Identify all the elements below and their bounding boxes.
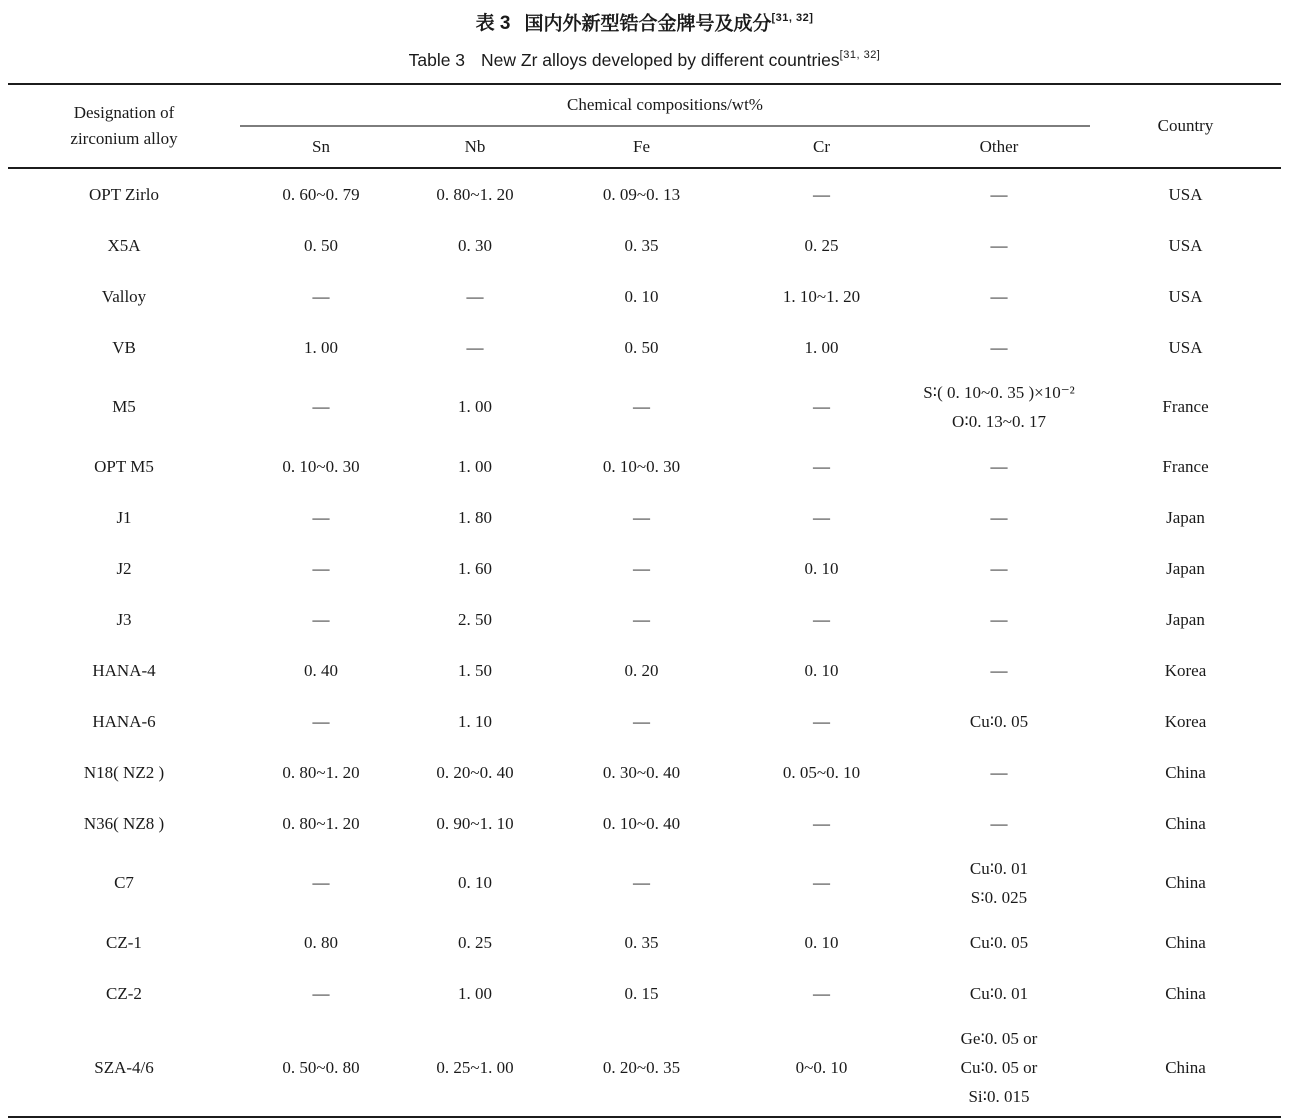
- cell-nb-value: 1. 00: [458, 456, 492, 476]
- cell-country-value: Korea: [1164, 660, 1207, 680]
- cell-sn-value: 0. 50~0. 80: [282, 1057, 360, 1077]
- other-composition-line: O∶0. 13~0. 17: [952, 412, 1046, 432]
- table-caption-en-label: Table 3: [408, 50, 466, 71]
- cell-sn-value: —: [312, 609, 330, 629]
- cell-alloy-name: N36( NZ8 ): [83, 813, 165, 833]
- cell-nb-value: 0. 80~1. 20: [436, 184, 514, 204]
- cell-sn-value: 0. 60~0. 79: [282, 184, 360, 204]
- cell-nb-value: 1. 50: [458, 660, 492, 680]
- other-composition-line: Cu∶0. 01: [969, 984, 1029, 1004]
- cell-sn-value: 0. 50: [304, 235, 338, 255]
- cell-fe-value: —: [633, 711, 650, 731]
- column-header-designation: [8, 84, 240, 168]
- table-row: [8, 543, 1281, 594]
- cell-cr-value: 0. 10: [804, 660, 839, 680]
- cell-sn-value: —: [312, 507, 330, 527]
- other-composition-line: Cu∶0. 05: [969, 933, 1029, 953]
- cell-nb-value: 0. 25~1. 00: [436, 1057, 514, 1077]
- table-row: [8, 220, 1281, 271]
- cell-alloy-name: J3: [116, 609, 132, 629]
- cell-fe-value: 0. 50: [624, 337, 659, 357]
- table-row: [8, 594, 1281, 645]
- other-composition-line: —: [990, 814, 1008, 834]
- cell-nb-value: 1. 80: [458, 507, 492, 527]
- cell-nb-value: 2. 50: [458, 609, 492, 629]
- other-composition-line: —: [990, 338, 1008, 358]
- cell-cr-value: —: [813, 456, 830, 476]
- cell-other-value: [908, 322, 1090, 373]
- cell-nb-value: —: [466, 286, 484, 306]
- table-row: [8, 373, 1281, 441]
- cell-nb-value: 0. 90~1. 10: [436, 813, 514, 833]
- document-page: [8, 0, 1281, 1118]
- cell-country-value: China: [1165, 983, 1206, 1003]
- cell-cr-value: 0. 05~0. 10: [782, 762, 861, 782]
- cell-nb-value: 1. 00: [458, 397, 492, 417]
- cell-nb-value: 0. 10: [458, 873, 492, 893]
- cell-sn-value: —: [312, 286, 330, 306]
- cell-cr-value: —: [813, 397, 830, 417]
- other-composition-line: —: [990, 287, 1008, 307]
- cell-cr-value: 0. 25: [804, 235, 839, 255]
- header-row-group: [8, 84, 1281, 126]
- cell-sn-value: 0. 80~1. 20: [282, 762, 360, 782]
- cell-cr-value: —: [813, 711, 830, 731]
- cell-sn-value: —: [312, 397, 330, 417]
- cell-other-value: [908, 968, 1090, 1019]
- table-row: [8, 798, 1281, 849]
- cell-country-value: USA: [1168, 235, 1203, 255]
- cell-other-value: [908, 594, 1090, 645]
- cell-fe-value: —: [633, 397, 650, 417]
- other-composition-line: Cu∶0. 05: [969, 712, 1029, 732]
- other-composition-line: Ge∶0. 05 or: [960, 1029, 1038, 1049]
- cell-fe-value: 0. 15: [624, 983, 659, 1003]
- table-caption-chinese: [8, 6, 1281, 37]
- cell-other-value: [908, 849, 1090, 917]
- table-caption-english: [8, 43, 1281, 73]
- cell-sn-value: —: [312, 983, 330, 1003]
- other-composition-line: —: [990, 559, 1008, 579]
- other-composition-line: —: [990, 763, 1008, 783]
- cell-alloy-name: SZA-4/6: [94, 1057, 154, 1077]
- cell-other-value: [908, 645, 1090, 696]
- table-row: [8, 1019, 1281, 1117]
- column-header-fe: Fe: [633, 137, 650, 157]
- cell-alloy-name: OPT M5: [94, 456, 154, 476]
- cell-sn-value: 0. 40: [304, 660, 338, 680]
- cell-fe-value: —: [633, 873, 650, 893]
- cell-nb-value: 1. 10: [458, 711, 492, 731]
- cell-cr-value: 1. 00: [804, 337, 839, 357]
- table-caption-en-title: New Zr alloys developed by different countries: [481, 50, 840, 71]
- other-composition-line: S∶0. 025: [970, 888, 1028, 908]
- cell-country-value: USA: [1168, 337, 1203, 357]
- cell-cr-value: 0. 10: [804, 558, 839, 578]
- cell-fe-value: 0. 35: [624, 932, 659, 952]
- cell-country-value: China: [1165, 762, 1206, 782]
- cell-other-value: [908, 373, 1090, 441]
- cell-nb-value: 0. 20~0. 40: [436, 762, 514, 782]
- cell-other-value: [908, 917, 1090, 968]
- cell-nb-value: 1. 60: [458, 558, 492, 578]
- table-row: [8, 849, 1281, 917]
- other-composition-line: Cu∶0. 01: [969, 859, 1029, 879]
- cell-cr-value: —: [813, 983, 830, 1003]
- cell-alloy-name: C7: [114, 873, 134, 893]
- cell-other-value: [908, 441, 1090, 492]
- cell-country-value: China: [1165, 813, 1206, 833]
- other-composition-line: —: [990, 610, 1008, 630]
- cell-alloy-name: CZ-2: [106, 983, 142, 1003]
- cell-nb-value: —: [466, 337, 484, 357]
- cell-country-value: France: [1162, 456, 1209, 476]
- column-header-other: Other: [979, 137, 1019, 157]
- cell-sn-value: 0. 80: [304, 932, 338, 952]
- other-composition-line: —: [990, 185, 1008, 205]
- cell-sn-value: —: [312, 873, 330, 893]
- cell-sn-value: —: [312, 558, 330, 578]
- table-row: [8, 747, 1281, 798]
- cell-alloy-name: CZ-1: [106, 932, 142, 952]
- other-composition-line: S∶( 0. 10~0. 35 )×10⁻²: [923, 383, 1075, 403]
- cell-nb-value: 0. 25: [458, 932, 492, 952]
- cell-fe-value: —: [633, 609, 650, 629]
- cell-alloy-name: OPT Zirlo: [88, 184, 160, 204]
- table-row: [8, 271, 1281, 322]
- cell-cr-value: —: [813, 507, 830, 527]
- cell-other-value: [908, 271, 1090, 322]
- cell-fe-value: 0. 20: [624, 660, 659, 680]
- cell-other-value: [908, 168, 1090, 220]
- cell-country-value: Korea: [1164, 711, 1207, 731]
- cell-alloy-name: VB: [112, 337, 136, 357]
- cell-cr-value: 1. 10~1. 20: [782, 286, 861, 306]
- cell-cr-value: —: [813, 609, 830, 629]
- cell-country-value: China: [1165, 1057, 1206, 1077]
- column-header-sn: Sn: [312, 137, 330, 157]
- table-header: [8, 84, 1281, 168]
- other-composition-line: —: [990, 661, 1008, 681]
- table-row: [8, 968, 1281, 1019]
- table-row: [8, 917, 1281, 968]
- cell-other-value: [908, 492, 1090, 543]
- table-row: [8, 441, 1281, 492]
- cell-sn-value: —: [312, 711, 330, 731]
- other-composition-line: —: [990, 457, 1008, 477]
- cell-country-value: USA: [1168, 286, 1203, 306]
- cell-fe-value: 0. 10~0. 40: [602, 813, 681, 833]
- cell-fe-value: —: [633, 507, 650, 527]
- other-composition-line: Cu∶0. 05 or: [960, 1058, 1038, 1078]
- cell-alloy-name: M5: [112, 397, 136, 417]
- cell-fe-value: 0. 10~0. 30: [602, 456, 681, 476]
- citation-ref: [31, 32]: [771, 12, 814, 24]
- cell-other-value: [908, 220, 1090, 271]
- cell-fe-value: 0. 30~0. 40: [602, 762, 681, 782]
- cell-country-value: France: [1162, 397, 1209, 417]
- cell-alloy-name: J2: [116, 558, 132, 578]
- table-body: [8, 168, 1281, 1117]
- cell-other-value: [908, 696, 1090, 747]
- table-row: [8, 492, 1281, 543]
- cell-cr-value: 0~0. 10: [795, 1057, 848, 1077]
- designation-line-1: Designation of: [73, 103, 175, 123]
- cell-other-value: [908, 798, 1090, 849]
- cell-fe-value: 0. 35: [624, 235, 659, 255]
- cell-other-value: [908, 747, 1090, 798]
- cell-country-value: USA: [1168, 184, 1203, 204]
- cell-nb-value: 1. 00: [458, 983, 492, 1003]
- table-caption-cn-label: 表 3: [475, 13, 511, 35]
- cell-alloy-name: J1: [116, 507, 132, 527]
- cell-alloy-name: Valloy: [101, 286, 147, 306]
- cell-other-value: [908, 1019, 1090, 1117]
- cell-sn-value: 1. 00: [304, 337, 338, 357]
- cell-alloy-name: X5A: [107, 235, 141, 255]
- cell-other-value: [908, 543, 1090, 594]
- cell-country-value: China: [1165, 873, 1206, 893]
- cell-cr-value: —: [813, 184, 830, 204]
- alloy-composition-table: [8, 83, 1281, 1118]
- column-group-chemical-compositions: Chemical compositions/wt%: [240, 84, 1090, 126]
- cell-cr-value: —: [813, 873, 830, 893]
- cell-cr-value: —: [813, 813, 830, 833]
- table-row: [8, 645, 1281, 696]
- cell-fe-value: 0. 09~0. 13: [602, 184, 681, 204]
- other-composition-line: Si∶0. 015: [968, 1087, 1030, 1107]
- table-row: [8, 168, 1281, 220]
- cell-alloy-name: HANA-6: [92, 711, 156, 731]
- cell-country-value: Japan: [1166, 558, 1205, 578]
- cell-alloy-name: HANA-4: [92, 660, 156, 680]
- cell-country-value: China: [1165, 932, 1206, 952]
- cell-country-value: Japan: [1166, 609, 1205, 629]
- other-composition-line: —: [990, 508, 1008, 528]
- other-composition-line: —: [990, 236, 1008, 256]
- cell-country-value: Japan: [1166, 507, 1205, 527]
- cell-fe-value: 0. 20~0. 35: [602, 1057, 681, 1077]
- column-header-cr: Cr: [813, 137, 830, 157]
- table-caption-cn-title: 国内外新型锆合金牌号及成分: [524, 13, 772, 35]
- column-header-country: Country: [1157, 116, 1214, 136]
- cell-alloy-name: N18( NZ2 ): [83, 762, 165, 782]
- cell-cr-value: 0. 10: [804, 932, 839, 952]
- cell-sn-value: 0. 80~1. 20: [282, 813, 360, 833]
- table-row: [8, 696, 1281, 747]
- cell-nb-value: 0. 30: [458, 235, 492, 255]
- cell-fe-value: —: [633, 558, 650, 578]
- cell-fe-value: 0. 10: [624, 286, 659, 306]
- cell-sn-value: 0. 10~0. 30: [282, 456, 360, 476]
- table-row: [8, 322, 1281, 373]
- citation-ref: [31, 32]: [839, 49, 881, 62]
- designation-line-2: zirconium alloy: [70, 129, 178, 149]
- column-header-nb: Nb: [464, 137, 486, 157]
